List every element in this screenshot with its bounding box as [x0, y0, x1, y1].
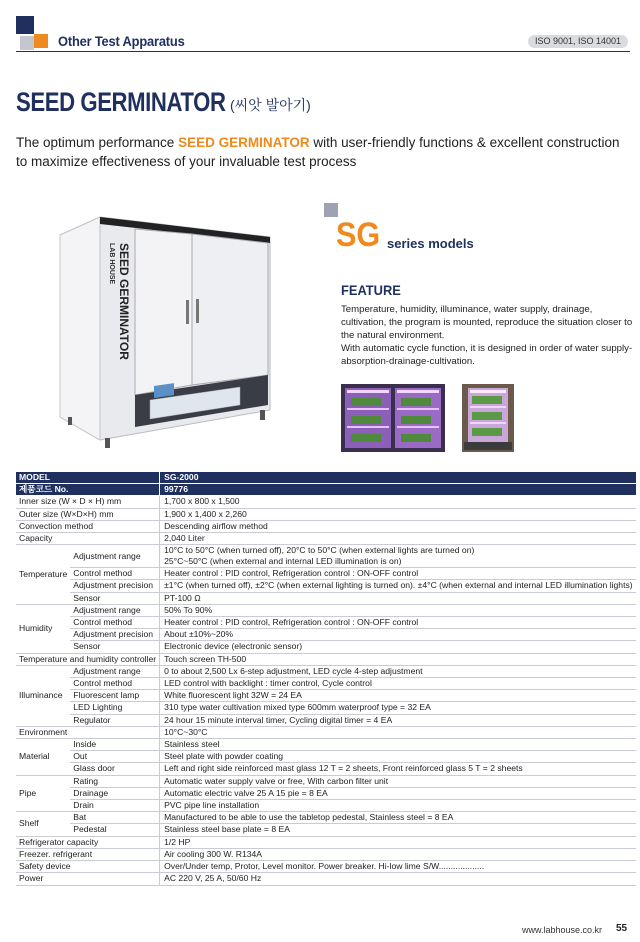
row-label: Drain [70, 800, 159, 812]
table-row [16, 690, 636, 702]
row-label: Adjustment precision [70, 629, 159, 641]
row-value: Heater control : PID control, Refrigeration control : ON-OFF control [160, 568, 636, 580]
row-label: Sensor [70, 592, 159, 604]
row-label: Adjustment range [70, 604, 159, 616]
row-label: Pedestal [70, 824, 159, 836]
row-value: Steel plate with powder coating [160, 751, 636, 763]
table-row [16, 836, 636, 848]
row-value: About ±10%~20% [160, 629, 636, 641]
table-row [16, 678, 636, 690]
row-value: LED control with backlight : timer control, Cycle control [160, 678, 636, 690]
table-row [16, 812, 636, 824]
header-divider [16, 51, 630, 52]
row-label: Adjustment precision [70, 580, 159, 592]
spec-code-row [16, 484, 636, 496]
table-row [16, 824, 636, 836]
table-row [16, 617, 636, 629]
intro-part-2: with user-friendly functions & excellent construction to maximize effectiveness of your invaluable test process [16, 135, 620, 169]
group-label: Humidity [16, 604, 70, 653]
table-row [16, 496, 636, 508]
table-row [16, 508, 636, 520]
table-row [16, 545, 636, 568]
interior-photo-2 [462, 384, 514, 452]
row-value: ±1°C (when turned off), ±2°C (when external lighting is turned on). ±4°C (when external and internal LED illumination lights) [160, 580, 636, 592]
table-row [16, 665, 636, 677]
table-row [16, 580, 636, 592]
row-value: 24 hour 15 minute interval timer, Cycling digital timer = 4 EA [160, 714, 636, 726]
table-row [16, 629, 636, 641]
row-label: Outer size (W×D×H) mm [16, 508, 160, 520]
table-row [16, 873, 636, 885]
group-label: Material [16, 739, 70, 776]
table-row [16, 739, 636, 751]
table-row [16, 800, 636, 812]
row-label: Freezer. refrigerant [16, 848, 160, 860]
row-value: Automatic water supply valve or free, With carbon filter unit [160, 775, 636, 787]
interior-photo-1 [341, 384, 445, 452]
table-row [16, 787, 636, 799]
row-value: 0 to about 2,500 Lx 6-step adjustment, LED cycle 4-step adjustment [160, 665, 636, 677]
table-row [16, 775, 636, 787]
table-row [16, 726, 636, 738]
table-row [16, 641, 636, 653]
row-value: 10°C~30°C [160, 726, 636, 738]
feature-text-1: Temperature, humidity, illuminance, water supply, drainage, cultivation, the program is mounted, reproduce the situation closer to the natural environment. [341, 304, 633, 341]
row-label: Sensor [70, 641, 159, 653]
row-value: Manufactured to be able to use the tabletop pedestal, Stainless steel = 8 EA [160, 812, 636, 824]
series-deco-square [324, 203, 338, 217]
row-label: Safety device [16, 861, 160, 873]
row-label: Convection method [16, 520, 160, 532]
row-label: Bat [70, 812, 159, 824]
spec-header-value: SG-2000 [160, 472, 636, 484]
feature-title: FEATURE [341, 282, 401, 298]
side-product-text: SEED GERMINATOR [117, 243, 131, 360]
table-row [16, 848, 636, 860]
row-value: PVC pipe line installation [160, 800, 636, 812]
page-title: SEED GERMINATOR [16, 87, 226, 117]
side-brand-text: LAB HOUSE [108, 243, 115, 285]
table-row [16, 604, 636, 616]
row-label: Control method [70, 568, 159, 580]
table-row [16, 592, 636, 604]
row-value: Automatic electric valve 25 A 15 pie = 8 EA [160, 787, 636, 799]
intro-highlight: SEED GERMINATOR [178, 135, 310, 150]
row-label: Control method [70, 617, 159, 629]
spec-code-label: 제품코드 No. [16, 484, 160, 496]
table-row [16, 702, 636, 714]
header-deco-square-gray [20, 36, 34, 50]
row-value: Stainless steel [160, 739, 636, 751]
table-row [16, 533, 636, 545]
series-label: series models [387, 236, 474, 251]
group-label: Illuminance [16, 665, 70, 726]
spec-code-value: 99776 [160, 484, 636, 496]
row-label: Adjustment range [70, 545, 159, 568]
row-value [160, 545, 636, 568]
row-value: Left and right side reinforced mast glass 12 T = 2 sheets, Front reinforced glass 5 T = 2 sheets [160, 763, 636, 775]
row-value-line: 25°C~50°C (when external and internal LED illumination is on) [164, 556, 402, 567]
row-value: White fluorescent light 32W = 24 EA [160, 690, 636, 702]
row-value: 1,900 x 1,400 x 2,260 [160, 508, 636, 520]
row-label: Fluorescent lamp [70, 690, 159, 702]
row-label: Drainage [70, 787, 159, 799]
page-title-korean: (씨앗 발아기) [230, 97, 311, 113]
seed-germinator-illustration [40, 205, 290, 455]
page-number: 55 [616, 923, 628, 934]
row-label: Temperature and humidity controller [16, 653, 160, 665]
interior-photo-1-drawing [341, 384, 445, 452]
section-title: Other Test Apparatus [58, 33, 185, 49]
table-row [16, 861, 636, 873]
table-row [16, 751, 636, 763]
feature-text-2: With automatic cycle function, it is designed in order of water supply-absorption-drainage-cultivation. [341, 343, 633, 367]
row-value-line: 10°C to 50°C (when turned off), 20°C to 50°C (when external lights are turned on) [164, 545, 475, 556]
footer-url[interactable]: www.labhouse.co.kr [522, 925, 603, 935]
row-value: Stainless steel base plate = 8 EA [160, 824, 636, 836]
spec-table [16, 472, 636, 886]
spec-header-row [16, 472, 636, 484]
row-value: AC 220 V, 25 A, 50/60 Hz [160, 873, 636, 885]
row-label: Inside [70, 739, 159, 751]
row-label: Out [70, 751, 159, 763]
row-value: PT-100 Ω [160, 592, 636, 604]
row-value: Air cooling 300 W. R134A [160, 848, 636, 860]
group-label: Pipe [16, 775, 70, 812]
row-label: Glass door [70, 763, 159, 775]
series-code: SG [336, 216, 381, 254]
row-value: Descending airflow method [160, 520, 636, 532]
row-label: Refrigerator capacity [16, 836, 160, 848]
row-value: 1/2 HP [160, 836, 636, 848]
table-row [16, 763, 636, 775]
row-label: Adjustment range [70, 665, 159, 677]
group-label: Temperature [16, 545, 70, 605]
intro-part-1: The optimum performance [16, 135, 179, 150]
header-deco-square-orange [34, 34, 48, 48]
row-label: Power [16, 873, 160, 885]
row-value: Over/Under temp, Protor, Level monitor. Power breaker. Hi-low lime S/W................... [160, 861, 636, 873]
row-value: 2,040 Liter [160, 533, 636, 545]
row-value: 310 type water cultivation mixed type 600mm waterproof type = 32 EA [160, 702, 636, 714]
intro-text [16, 133, 626, 171]
row-value: 1,700 x 800 x 1,500 [160, 496, 636, 508]
row-value: 50% To 90% [160, 604, 636, 616]
row-label: Capacity [16, 533, 160, 545]
product-image [40, 205, 290, 455]
spec-header-label: MODEL [16, 472, 160, 484]
row-label: Control method [70, 678, 159, 690]
iso-badge: ISO 9001, ISO 14001 [528, 35, 628, 48]
header-deco-square-navy [16, 16, 34, 34]
group-label: Shelf [16, 812, 70, 836]
row-value: Touch screen TH-500 [160, 653, 636, 665]
row-label: LED Lighting [70, 702, 159, 714]
row-label: Environment [16, 726, 160, 738]
table-row [16, 653, 636, 665]
row-label: Rating [70, 775, 159, 787]
row-label: Regulator [70, 714, 159, 726]
row-value: Heater control : PID control, Refrigeration control : ON-OFF control [160, 617, 636, 629]
row-label: Inner size (W × D × H) mm [16, 496, 160, 508]
interior-photo-2-drawing [462, 384, 514, 452]
feature-text [341, 303, 633, 368]
table-row [16, 568, 636, 580]
row-value: Electronic device (electronic sensor) [160, 641, 636, 653]
table-row [16, 520, 636, 532]
table-row [16, 714, 636, 726]
